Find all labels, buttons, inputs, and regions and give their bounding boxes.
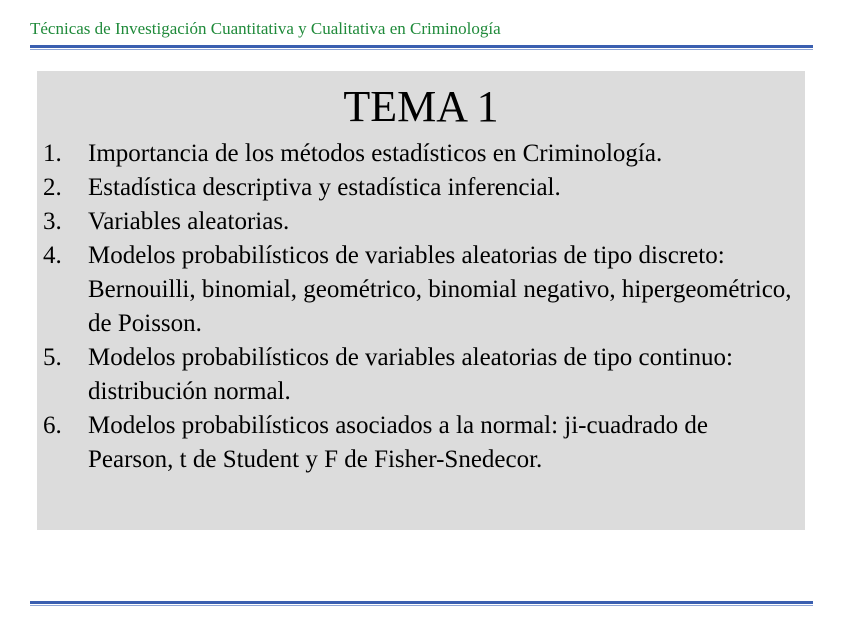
topic-number: 4. [43,242,62,269]
topic-item [43,409,799,477]
topic-number: 1. [43,140,62,167]
topic-number: 5. [43,344,62,371]
topic-item [43,239,799,341]
topic-text: Variables aleatorias. [88,208,290,235]
footer-divider [30,601,813,606]
slide-content-panel [37,71,805,530]
topic-text: Modelos probabilísticos de variables aleatorias de tipo continuo: distribución normal. [88,344,733,405]
topic-text: Modelos probabilísticos de variables aleatorias de tipo discreto: Bernouilli, binomial, geométrico, binomial negativo, hipergeométrico, de Poisson. [88,242,792,337]
topic-list [43,137,799,477]
topic-number: 2. [43,174,62,201]
header-divider [30,45,813,50]
topic-item [43,205,799,239]
topic-text: Estadística descriptiva y estadística inferencial. [88,174,561,201]
topic-number: 3. [43,208,62,235]
slide-title: TEMA 1 [343,82,499,131]
topic-text: Modelos probabilísticos asociados a la normal: ji-cuadrado de Pearson, t de Student y F de Fisher-Snedecor. [88,412,708,473]
topic-number: 6. [43,412,62,439]
topic-item [43,171,799,205]
course-title: Técnicas de Investigación Cuantitativa y Cualitativa en Criminología [30,19,501,38]
topic-item [43,137,799,171]
topic-text: Importancia de los métodos estadísticos en Criminología. [88,140,663,167]
topic-item [43,341,799,409]
